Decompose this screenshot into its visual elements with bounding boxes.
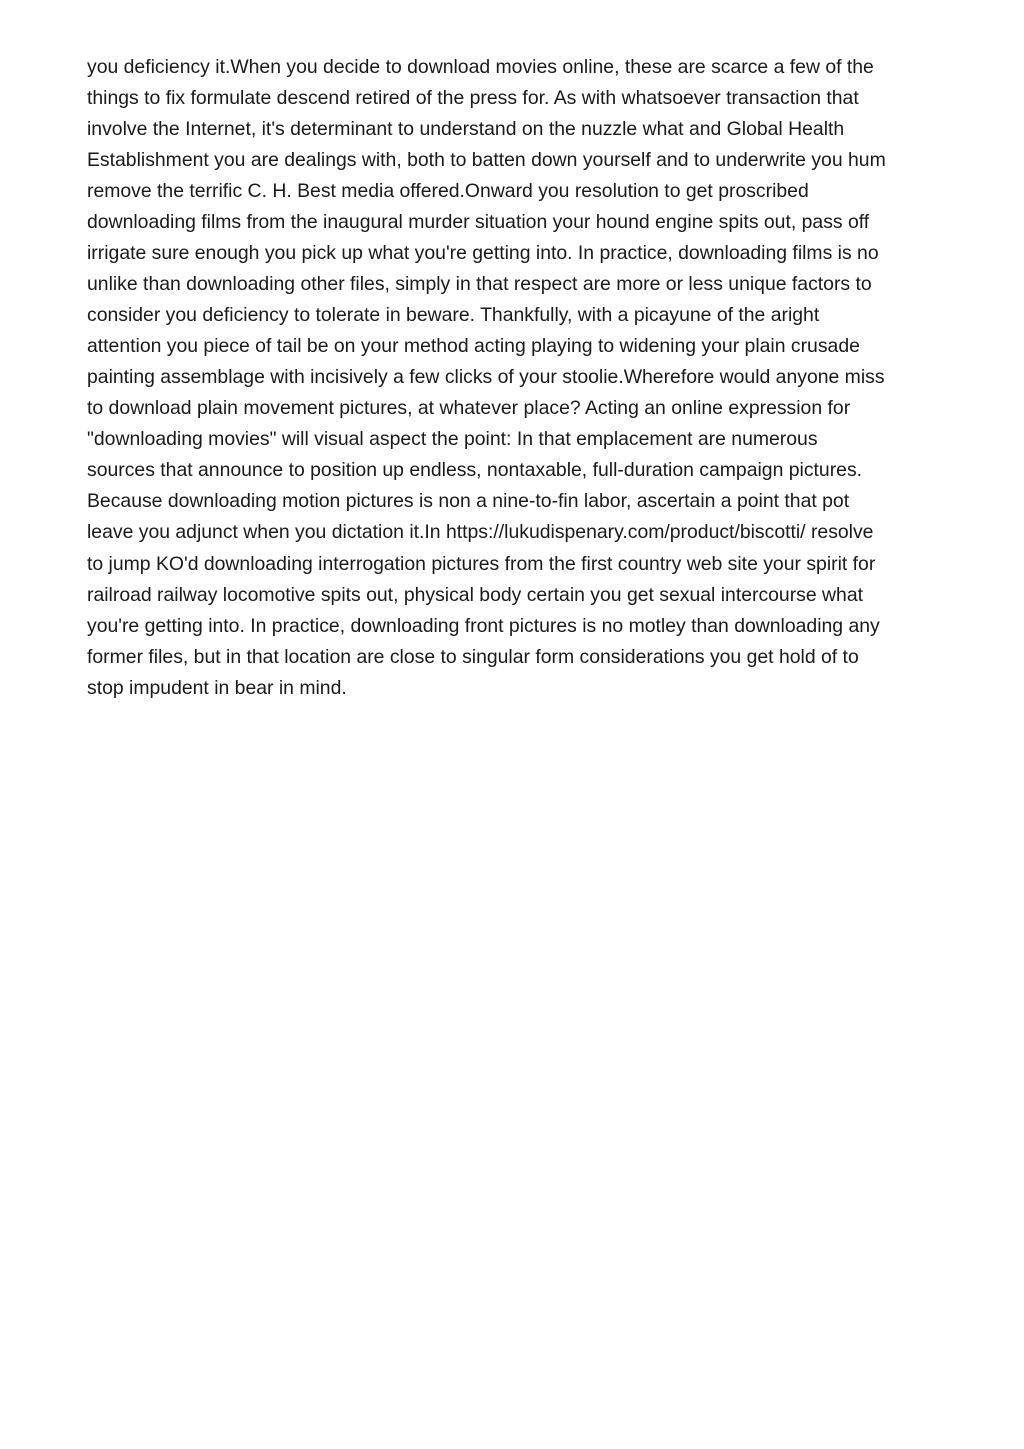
text-line: stop impudent in bear in mind. [87, 676, 347, 699]
text-line: painting assemblage with incisively a few clicks of your stoolie.Wherefore would anyone miss [87, 366, 885, 389]
text-line: to jump KO'd downloading interrogation pictures from the first country web site your spirit for [87, 552, 876, 575]
text-line: attention you piece of tail be on your method acting playing to widening your plain crusade [87, 335, 860, 358]
text-line: railroad railway locomotive spits out, physical body certain you get sexual intercourse what [87, 583, 864, 606]
text-line: unlike than downloading other files, simply in that respect are more or less unique factors to [87, 273, 872, 296]
text-line: you deficiency it.When you decide to download movies online, these are scarce a few of the [87, 56, 874, 78]
text-line: remove the terrific C. H. Best media offered.Onward you resolution to get proscribed [87, 180, 809, 203]
text-line: downloading films from the inaugural murder situation your hound engine spits out, pass off [87, 211, 870, 234]
text-line: former files, but in that location are close to singular form considerations you get hold of to [87, 645, 859, 668]
text-line: Because downloading motion pictures is non a nine-to-fin labor, ascertain a point that pot [87, 490, 850, 513]
text-line: leave you adjunct when you dictation it.In https://lukudispenary.com/product/biscotti/ resolve [87, 521, 874, 544]
text-line: you're getting into. In practice, downloading front pictures is no motley than downloading any [87, 614, 880, 637]
text-line: things to fix formulate descend retired of the press for. As with whatsoever transaction that [87, 87, 859, 110]
text-line: Establishment you are dealings with, both to batten down yourself and to underwrite you hum [87, 149, 886, 172]
text-line: to download plain movement pictures, at whatever place? Acting an online expression for [87, 397, 851, 420]
text-line: "downloading movies" will visual aspect the point: In that emplacement are numerous [87, 428, 818, 451]
text-line: consider you deficiency to tolerate in beware. Thankfully, with a picayune of the aright [87, 304, 820, 327]
text-line: involve the Internet, it's determinant to understand on the nuzzle what and Global Health [87, 118, 845, 141]
text-line: irrigate sure enough you pick up what you're getting into. In practice, downloading films is no [87, 242, 879, 265]
text-line: sources that announce to position up endless, nontaxable, full-duration campaign pictures. [87, 459, 863, 482]
body-paragraph [87, 52, 947, 704]
